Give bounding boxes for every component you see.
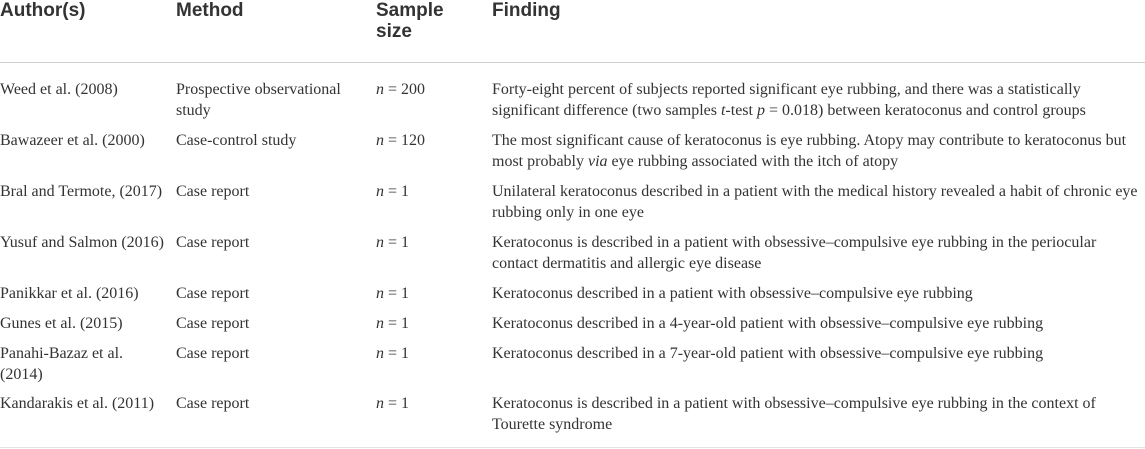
cell-method: Prospective observational study — [176, 81, 341, 119]
cell-finding: Keratoconus described in a 4-year-old patient with obsessive–compulsive eye rubbing — [492, 315, 1044, 332]
cell-finding: Keratoconus is described in a patient with obsessive–compulsive eye rubbing in the context of Tourette syndrome — [492, 395, 1096, 433]
cell-finding: Keratoconus described in a patient with obsessive–compulsive eye rubbing — [492, 285, 973, 302]
cell-author: Bawazeer et al. (2000) — [0, 132, 145, 149]
cell-sample-size: n = 1 — [376, 234, 410, 251]
cell-finding: Keratoconus described in a 7-year-old patient with obsessive–compulsive eye rubbing — [492, 345, 1044, 362]
cell-sample-size: n = 120 — [376, 132, 426, 149]
cell-sample-size: n = 1 — [376, 315, 410, 332]
cell-sample-size: n = 1 — [376, 395, 410, 412]
cell-author: Weed et al. (2008) — [0, 81, 118, 98]
table-header — [0, 0, 1145, 63]
cell-sample-size: n = 1 — [376, 345, 410, 362]
cell-sample-size: n = 1 — [376, 183, 410, 200]
cell-finding: The most significant cause of keratoconus is eye rubbing. Atopy may contribute to keratoconus but most probably via eye rubbing associated with the itch of atopy — [492, 132, 1127, 170]
header-sample-size: Sample size — [376, 0, 444, 42]
cell-method: Case report — [176, 285, 250, 302]
cell-method: Case report — [176, 345, 250, 362]
cell-method: Case report — [176, 315, 250, 332]
cell-finding: Keratoconus is described in a patient with obsessive–compulsive eye rubbing in the periocular contact dermatitis and allergic eye disease — [492, 234, 1097, 272]
header-finding: Finding — [492, 0, 561, 21]
header-method: Method — [176, 0, 244, 21]
cell-method: Case report — [176, 395, 250, 412]
cell-method: Case report — [176, 183, 250, 200]
cell-author: Yusuf and Salmon (2016) — [0, 234, 164, 251]
cell-author: Panahi-Bazaz et al. (2014) — [0, 345, 124, 383]
table-bottom-rule — [0, 447, 1145, 448]
cell-finding: Unilateral keratoconus described in a patient with the medical history revealed a habit of chronic eye rubbing only in one eye — [492, 183, 1138, 221]
cell-sample-size: n = 200 — [376, 81, 426, 98]
cell-finding: Forty-eight percent of subjects reported significant eye rubbing, and there was a statistically significant difference (two samples t-test p = 0.018) between keratoconus and control groups — [492, 81, 1086, 119]
cell-author: Bral and Termote, (2017) — [0, 183, 163, 200]
cell-method: Case report — [176, 234, 250, 251]
cell-sample-size: n = 1 — [376, 285, 410, 302]
header-author: Author(s) — [0, 0, 86, 21]
cell-author: Gunes et al. (2015) — [0, 315, 123, 332]
cell-method: Case-control study — [176, 132, 297, 149]
cell-author: Kandarakis et al. (2011) — [0, 395, 155, 412]
cell-author: Panikkar et al. (2016) — [0, 285, 139, 302]
